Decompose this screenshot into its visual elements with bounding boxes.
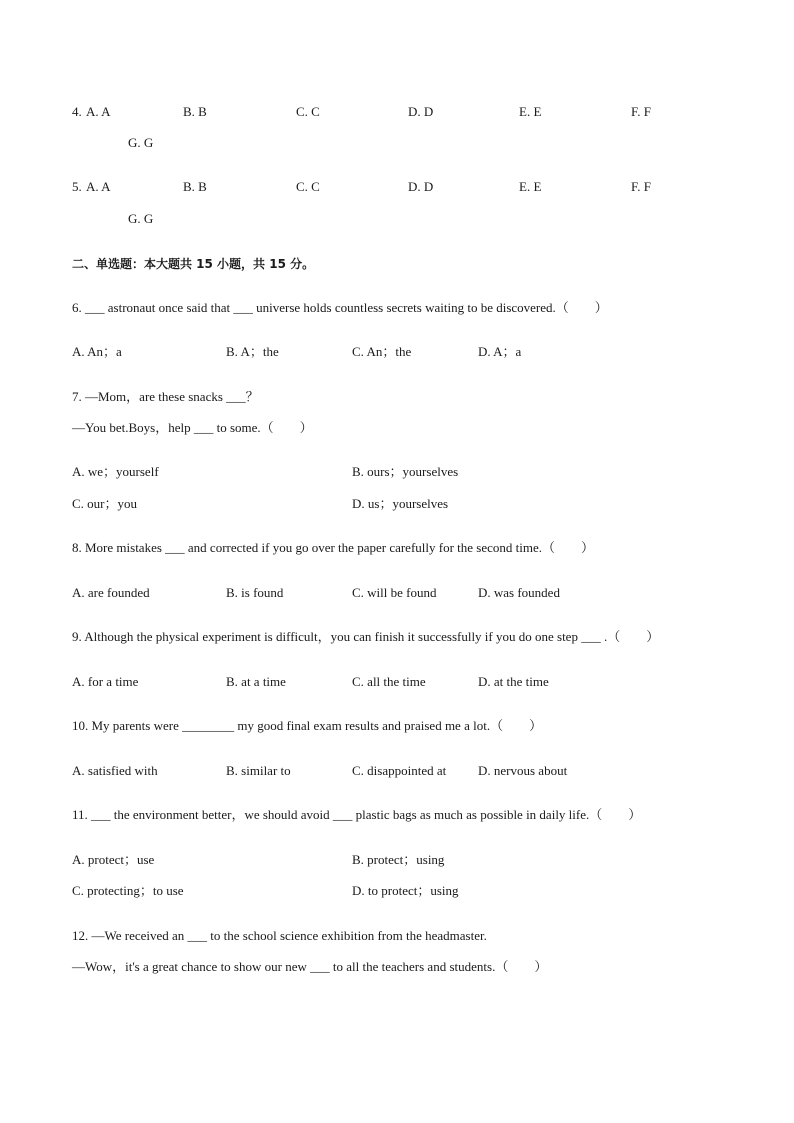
q4-option-f[interactable]: F. F: [631, 104, 651, 119]
q8-option-d[interactable]: D. was founded: [478, 585, 560, 600]
q10-option-a[interactable]: A. satisfied with: [72, 763, 158, 778]
q6-option-d[interactable]: D. A；a: [478, 344, 522, 359]
q5-option-d[interactable]: D. D: [408, 179, 434, 194]
q4-option-a[interactable]: A. A: [86, 104, 111, 119]
q4-number: 4.: [72, 104, 82, 119]
q11-option-b[interactable]: B. protect；using: [352, 852, 445, 867]
q11-option-c[interactable]: C. protecting；to use: [72, 883, 184, 898]
q8-option-a[interactable]: A. are founded: [72, 585, 150, 600]
q4-option-g[interactable]: G. G: [128, 135, 154, 150]
q5-number: 5.: [72, 179, 82, 194]
q7-option-c[interactable]: C. our；you: [72, 496, 138, 511]
q11-option-d[interactable]: D. to protect；using: [352, 883, 459, 898]
q7-stem-line-1: 7. —Mom，are these snacks ___？: [72, 389, 259, 404]
q11-option-a[interactable]: A. protect；use: [72, 852, 155, 867]
q4-option-b[interactable]: B. B: [183, 104, 207, 119]
q11-stem: 11. ___ the environment better，we should avoid ___ plastic bags as much as possible in daily life.（ ）: [72, 807, 642, 822]
q5-option-c[interactable]: C. C: [296, 179, 320, 194]
q5-option-g[interactable]: G. G: [128, 211, 154, 226]
q5-option-e[interactable]: E. E: [519, 179, 542, 194]
q12-stem-line-2: —Wow，it's a great chance to show our new ___ to all the teachers and students.（ ）: [72, 959, 548, 974]
q7-option-b[interactable]: B. ours；yourselves: [352, 464, 459, 479]
q6-option-a[interactable]: A. An；a: [72, 344, 122, 359]
q10-option-b[interactable]: B. similar to: [226, 763, 291, 778]
q10-stem: 10. My parents were ________ my good final exam results and praised me a lot.（ ）: [72, 718, 543, 733]
q9-option-b[interactable]: B. at a time: [226, 674, 286, 689]
q9-option-d[interactable]: D. at the time: [478, 674, 549, 689]
q5-option-b[interactable]: B. B: [183, 179, 207, 194]
q10-option-c[interactable]: C. disappointed at: [352, 763, 447, 778]
q6-stem: 6. ___ astronaut once said that ___ universe holds countless secrets waiting to be discovered.（ ）: [72, 300, 608, 315]
q6-option-b[interactable]: B. A；the: [226, 344, 279, 359]
q12-stem-line-1: 12. —We received an ___ to the school science exhibition from the headmaster.: [72, 928, 487, 943]
q9-option-c[interactable]: C. all the time: [352, 674, 426, 689]
q6-option-c[interactable]: C. An；the: [352, 344, 412, 359]
q5-option-a[interactable]: A. A: [86, 179, 111, 194]
q9-stem: 9. Although the physical experiment is difficult，you can finish it successfully if you do one step ___ .（ ）: [72, 629, 660, 644]
q5-option-f[interactable]: F. F: [631, 179, 651, 194]
q4-option-e[interactable]: E. E: [519, 104, 542, 119]
section-heading: 二、单选题：本大题共 15 小题，共 15 分。: [72, 257, 315, 271]
q7-stem-line-2: —You bet.Boys，help ___ to some.（ ）: [72, 420, 313, 435]
q8-option-b[interactable]: B. is found: [226, 585, 284, 600]
q4-option-c[interactable]: C. C: [296, 104, 320, 119]
q8-option-c[interactable]: C. will be found: [352, 585, 437, 600]
q7-option-d[interactable]: D. us；yourselves: [352, 496, 449, 511]
q7-option-a[interactable]: A. we；yourself: [72, 464, 159, 479]
q9-option-a[interactable]: A. for a time: [72, 674, 139, 689]
q4-option-d[interactable]: D. D: [408, 104, 434, 119]
q10-option-d[interactable]: D. nervous about: [478, 763, 568, 778]
q8-stem: 8. More mistakes ___ and corrected if you go over the paper carefully for the second time.（ ）: [72, 540, 594, 555]
